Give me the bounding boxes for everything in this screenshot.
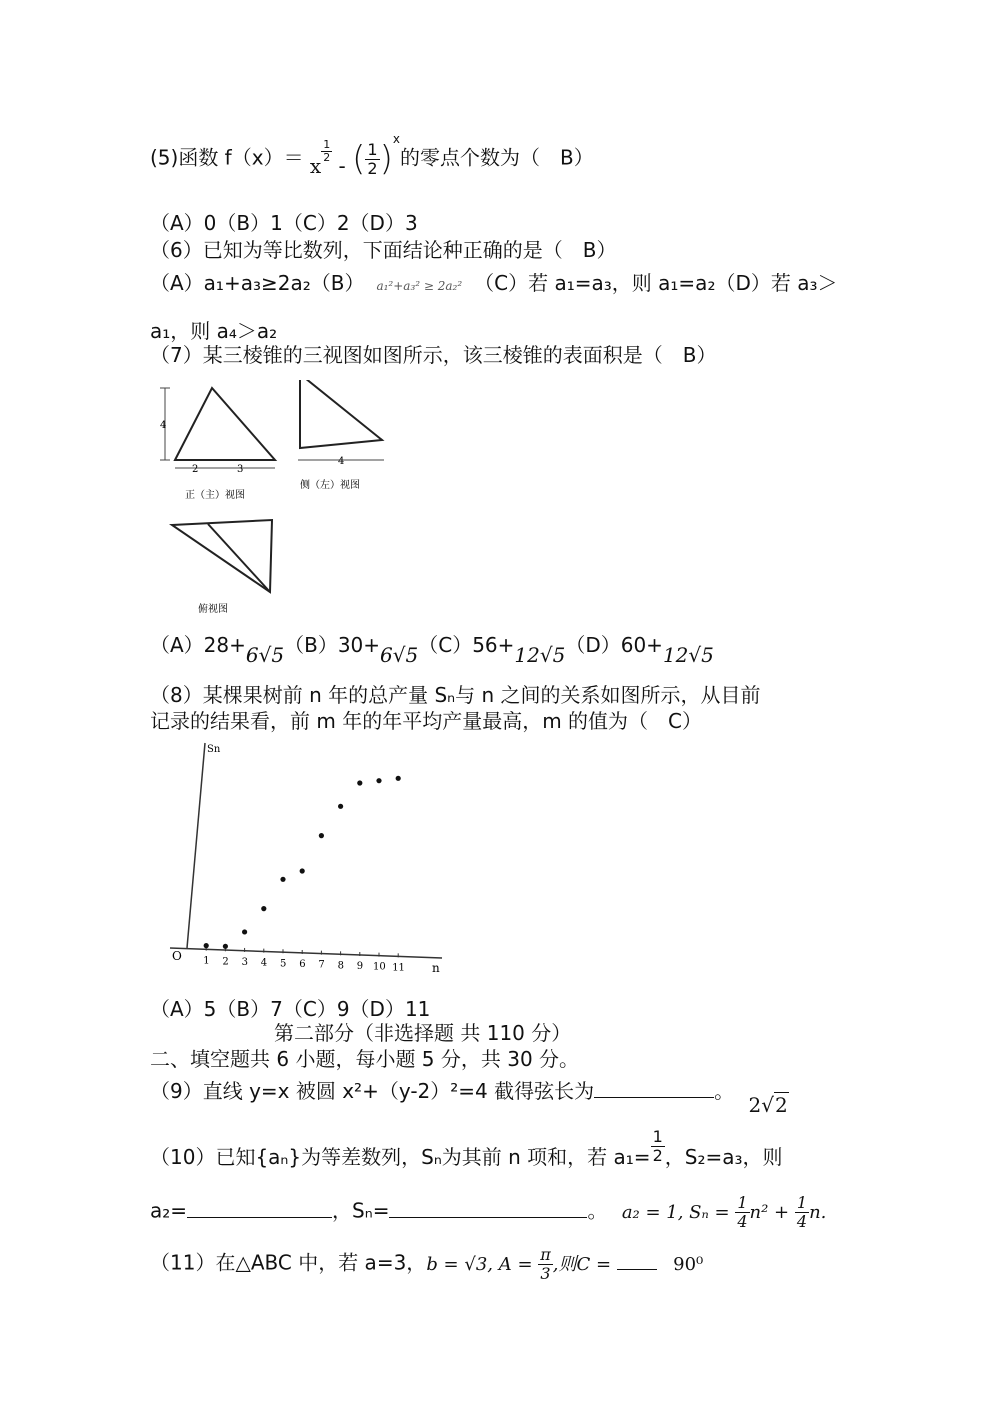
q10-answer-c1-den: 4 <box>737 1212 748 1231</box>
q7-option-d-value: 12√5 <box>662 643 714 667</box>
q7-option-d: （D）60+ <box>565 633 663 657</box>
chart-x-tick-label: 10 <box>373 961 386 973</box>
chart-x-tick-label: 8 <box>337 960 344 972</box>
q5-exp-x: x <box>392 132 400 146</box>
part2-section: 二、填空题共 6 小题，每小题 5 分，共 30 分。 <box>150 1047 580 1071</box>
q10-answer-mid: n² + <box>749 1201 795 1223</box>
q8-options: （A）5（B）7（C）9（D）11 <box>150 997 431 1021</box>
chart-point-6 <box>300 868 305 873</box>
q11-formula-c: ,则C = <box>552 1253 617 1275</box>
q7-option-b-value: 6√5 <box>380 643 419 667</box>
chart-x-axis <box>170 948 442 958</box>
top-view <box>172 520 272 615</box>
q5-prefix: (5)函数 f（x）＝ <box>150 145 310 170</box>
q11-formula-b: b = √3, A = <box>426 1253 539 1275</box>
side-view-caption: 侧（左）视图 <box>300 480 360 491</box>
q10-sn-blank[interactable] <box>389 1197 587 1218</box>
chart-x-tick-label: 3 <box>241 956 248 968</box>
chart-point-4 <box>261 906 266 911</box>
chart-origin-label: O <box>172 949 182 963</box>
chart-point-1 <box>204 943 209 948</box>
q5-suffix: 的零点个数为（ B） <box>399 145 594 170</box>
q10-stem: （10）已知{aₙ}为等差数列，Sₙ为其前 n 项和，若 a₁= <box>150 1145 651 1169</box>
q10-a1-num: 1 <box>652 1127 663 1146</box>
chart-x-tick-label: 9 <box>356 960 364 972</box>
q10-a1-den: 2 <box>652 1146 663 1165</box>
q6-option-cd: （C）若 a₁=a₃，则 a₁=a₂（D）若 a₃＞ <box>474 271 838 295</box>
q7-three-views <box>150 380 410 620</box>
front-view-caption: 正（主）视图 <box>185 490 245 501</box>
q11-stem: （11）在△ABC 中，若 a=3， <box>150 1250 427 1275</box>
q10-answer-c2 <box>795 1194 809 1231</box>
q9-answer-blank[interactable] <box>594 1077 714 1098</box>
chart-y-label: Sn <box>207 744 221 755</box>
q11-formula <box>426 1245 617 1283</box>
q6-options <box>150 270 838 299</box>
q5-exp-num: 1 <box>323 137 331 151</box>
chart-point-3 <box>242 929 247 934</box>
chart-x-label: n <box>432 961 440 975</box>
q10-sn-label: ，Sₙ= <box>332 1198 390 1223</box>
q6-option-a: （A）a₁+a₃≥2a₂（B） <box>150 271 365 295</box>
chart-x-tick-label: 6 <box>299 958 306 970</box>
q10-a2-blank[interactable] <box>187 1197 332 1218</box>
q11-answer-blank[interactable] <box>617 1249 657 1270</box>
q9-end: 。 <box>714 1079 735 1103</box>
q10-answer-c2-den: 4 <box>796 1212 808 1231</box>
q8-chart <box>160 738 450 978</box>
chart-point-5 <box>280 877 285 882</box>
q5-stem <box>150 132 594 180</box>
chart-x-tick-label: 5 <box>280 958 287 970</box>
q5-options: （A）0（B）1（C）2（D）3 <box>150 211 418 235</box>
chart-point-8 <box>338 804 343 809</box>
q5-half-num: 1 <box>367 139 378 159</box>
side-view-triangle <box>300 380 382 448</box>
q11-pi-den: 3 <box>540 1264 551 1283</box>
side-view-width-label: 4 <box>338 456 345 467</box>
front-view-triangle <box>175 388 275 460</box>
q8-stem-line2: 记录的结果看，前 m 年的年平均产量最高，m 的值为（ C） <box>150 709 703 733</box>
q10-line2 <box>150 1194 826 1231</box>
top-view-inner-line <box>208 524 270 592</box>
q10-a2-label: a₂= <box>150 1198 188 1223</box>
q5-exponent <box>321 139 332 164</box>
q6-stem: （6）已知为等比数列，下面结论种正确的是（ B） <box>150 238 617 262</box>
front-view <box>160 388 275 501</box>
chart-x-tick-label: 7 <box>318 959 325 971</box>
chart-x-tick-label: 2 <box>222 956 229 968</box>
q10-answer-tail: n. <box>809 1201 827 1223</box>
front-view-left-label: 2 <box>192 464 199 475</box>
chart-x-tick-label: 11 <box>392 962 405 974</box>
top-view-caption: 俯视图 <box>198 604 228 615</box>
q10-line1 <box>150 1127 783 1177</box>
q5-right-paren: ) <box>379 139 393 180</box>
chart-x-tick-label: 4 <box>260 957 268 969</box>
front-view-right-label: 3 <box>237 464 244 475</box>
q5-left-paren: ( <box>352 139 366 180</box>
q6-option-d-cont: a₁，则 a₄＞a₂ <box>150 319 278 343</box>
chart-x-tick-label: 1 <box>203 955 210 967</box>
top-view-triangle <box>172 520 272 592</box>
q11-line <box>150 1246 703 1283</box>
q5-exp-den: 2 <box>323 150 331 164</box>
q9-line <box>150 1077 788 1117</box>
q11-pi-frac <box>538 1246 553 1283</box>
q9-answer: 2√2 <box>748 1093 788 1117</box>
q5-half <box>365 141 379 178</box>
q10-answer-c2-num: 1 <box>796 1193 808 1212</box>
side-view <box>298 380 384 491</box>
q9-stem: （9）直线 y=x 被圆 x²+（y-2）²=4 截得弦长为 <box>150 1079 595 1103</box>
q7-stem: （7）某三棱锥的三视图如图所示，该三棱锥的表面积是（ B） <box>150 343 717 367</box>
q7-option-c: （C）56+ <box>418 633 515 657</box>
chart-point-11 <box>396 776 401 781</box>
q10-end: 。 <box>587 1198 608 1223</box>
q10-stem-cont: ，S₂=a₃，则 <box>664 1145 783 1169</box>
chart-points <box>204 776 401 949</box>
chart-point-7 <box>319 833 324 838</box>
chart-point-10 <box>376 778 381 783</box>
q10-answer-c1 <box>735 1194 749 1231</box>
front-view-height-label: 4 <box>160 420 167 431</box>
q10-answer-c1-num: 1 <box>737 1193 748 1212</box>
q7-option-a-value: 6√5 <box>245 643 285 667</box>
q5-half-den: 2 <box>367 158 378 178</box>
q10-a1-frac <box>651 1128 665 1165</box>
q7-options <box>150 632 714 667</box>
q11-pi-num: π <box>540 1245 551 1264</box>
q9-answer-rad: 2 <box>774 1093 788 1117</box>
q11-answer: 90⁰ <box>673 1253 704 1275</box>
q6-option-b-formula: a₁²+a₃² ≥ 2a₂² <box>376 279 463 293</box>
chart-point-9 <box>357 780 362 785</box>
q5-minus: - <box>332 153 353 178</box>
q7-option-a: （A）28+ <box>150 633 246 657</box>
chart-point-2 <box>223 944 228 949</box>
q5-base-x: x <box>309 153 322 178</box>
q10-answer-a2: a₂ = 1, Sₙ = <box>621 1201 736 1223</box>
q10-answer <box>621 1193 827 1231</box>
chart-y-axis <box>187 743 205 948</box>
q7-option-b: （B）30+ <box>284 633 381 657</box>
q9-answer-coef: 2 <box>748 1093 762 1117</box>
part2-title: 第二部分（非选择题 共 110 分） <box>274 1021 572 1045</box>
q7-option-c-value: 12√5 <box>514 643 566 667</box>
q8-stem-line1: （8）某棵果树前 n 年的总产量 Sₙ与 n 之间的关系如图所示，从目前 <box>150 683 761 707</box>
